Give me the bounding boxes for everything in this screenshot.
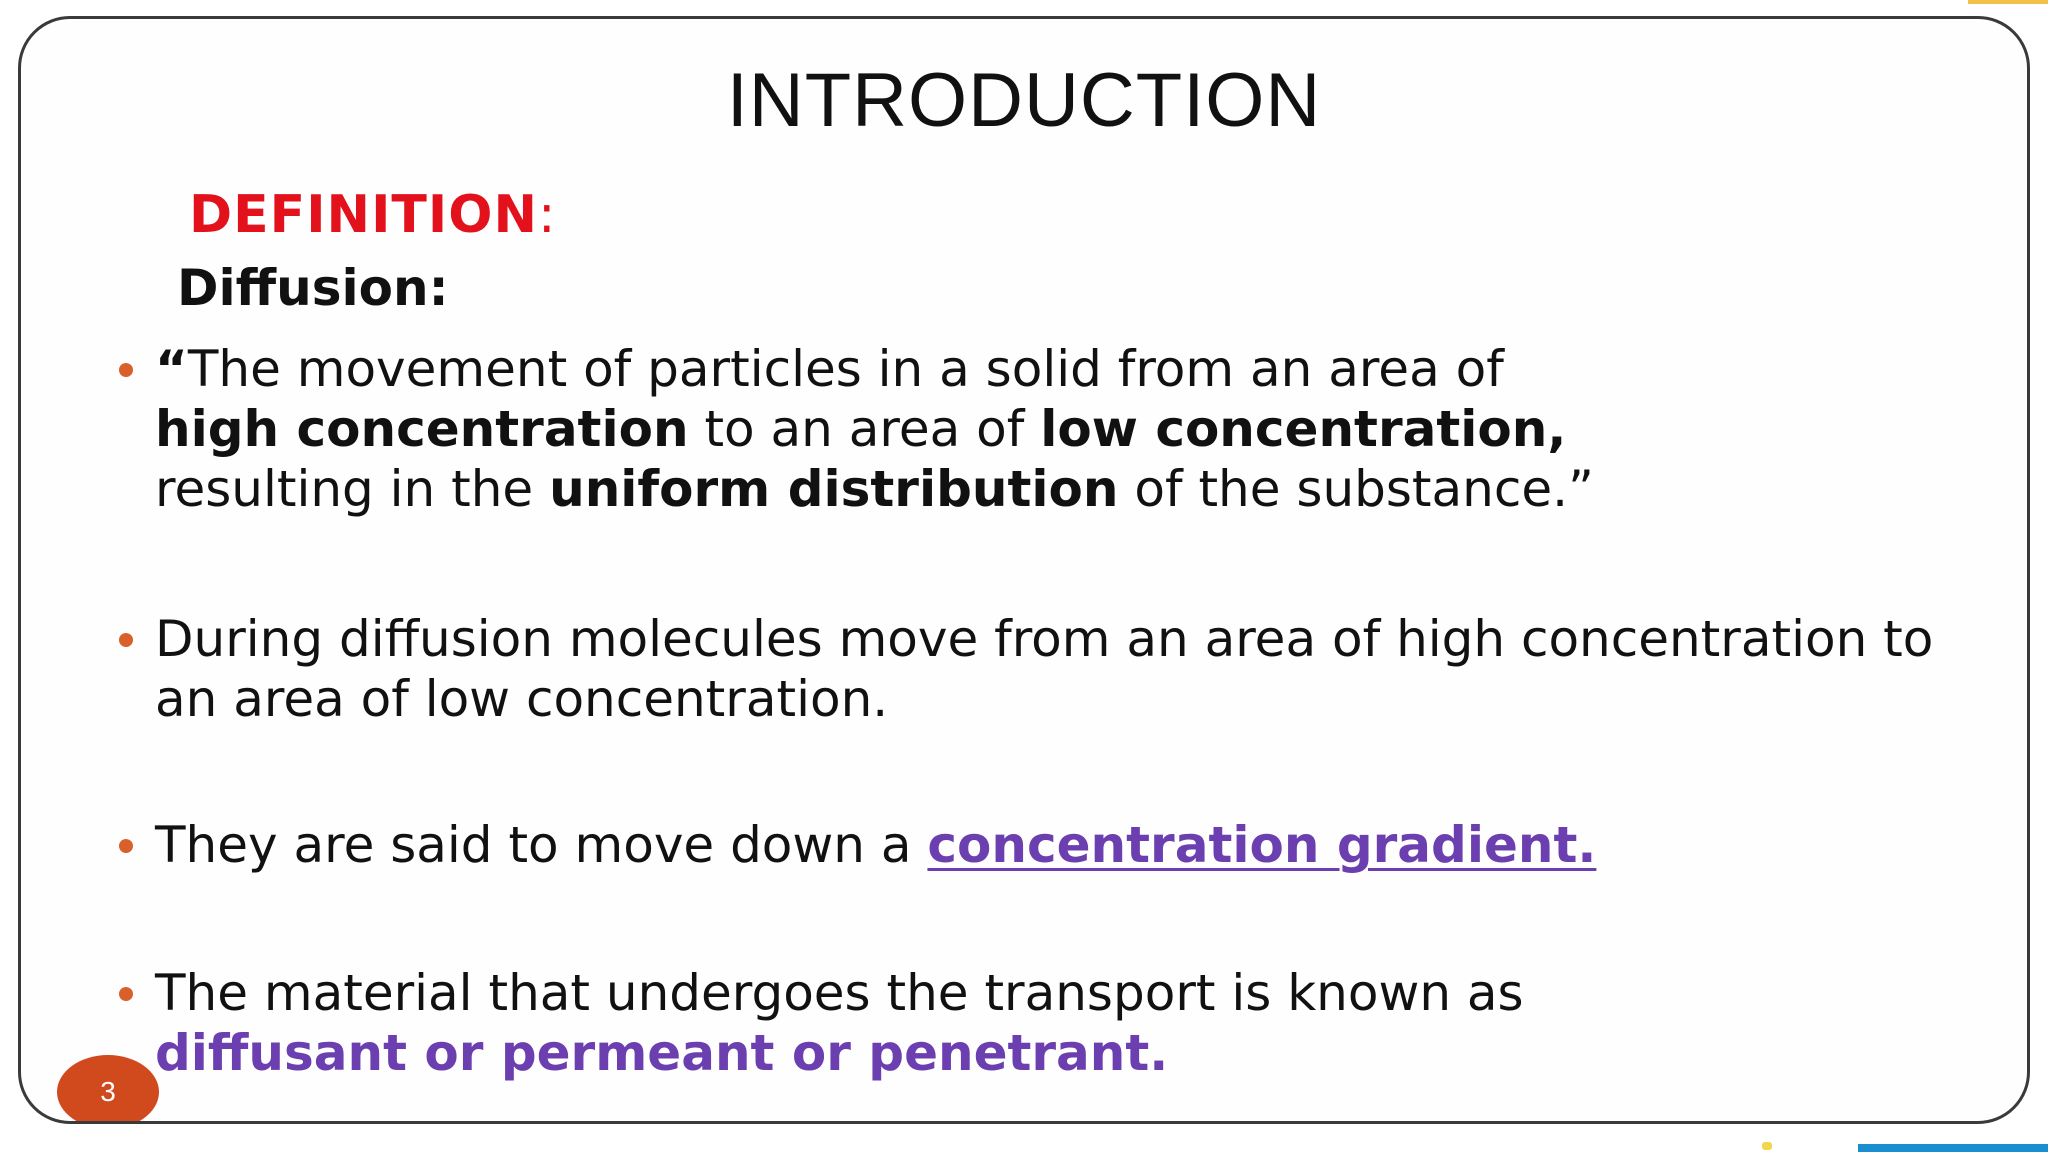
quote-mark: “ [155,340,188,398]
concentration-gradient-link[interactable]: concentration gradient. [927,816,1597,874]
definition-colon: : [537,185,557,245]
bold-phrase: low concentration, [1040,400,1567,458]
top-accent-bar [1968,0,2048,4]
bullet-line [155,459,1955,519]
page-number-badge: 3 [57,1055,159,1124]
bullet-list [21,19,2027,1121]
accent-dot [1762,1142,1772,1150]
bullet-item-definition [155,339,1955,519]
bullet-text: resulting in the [155,460,550,518]
slide-title: INTRODUCTION [726,58,1322,143]
bullet-dot [119,839,133,853]
definition-label-text: DEFINITION [189,185,538,245]
bullet-item-material [155,963,1955,1083]
bullet-item-gradient [155,815,1955,875]
bullet-item-diffusion-direction [155,609,1955,729]
bullet-line [155,399,1955,459]
bullet-dot [119,633,133,647]
bullet-text: The movement of particles in a solid from an area of [187,340,1504,398]
slide [18,16,2030,1124]
bottom-accent-bar [1858,1144,2048,1152]
bullet-dot [119,987,133,1001]
bullet-line: The material that undergoes the transport is known as [155,964,1524,1022]
emphasis-phrase: diffusant or permeant or penetrant. [155,1024,1169,1082]
bold-phrase: uniform distribution [549,460,1119,518]
bullet-text: During diffusion molecules move from an area of high concentration to an area of low concentration. [155,610,1934,728]
bullet-text: They are said to move down a [155,816,928,874]
term-heading: Diffusion: [177,259,449,317]
bullet-text: of the substance.” [1118,460,1594,518]
bullet-text: to an area of [688,400,1041,458]
bullet-dot [119,363,133,377]
bold-phrase: high concentration [155,400,689,458]
bullet-line [155,339,1955,399]
